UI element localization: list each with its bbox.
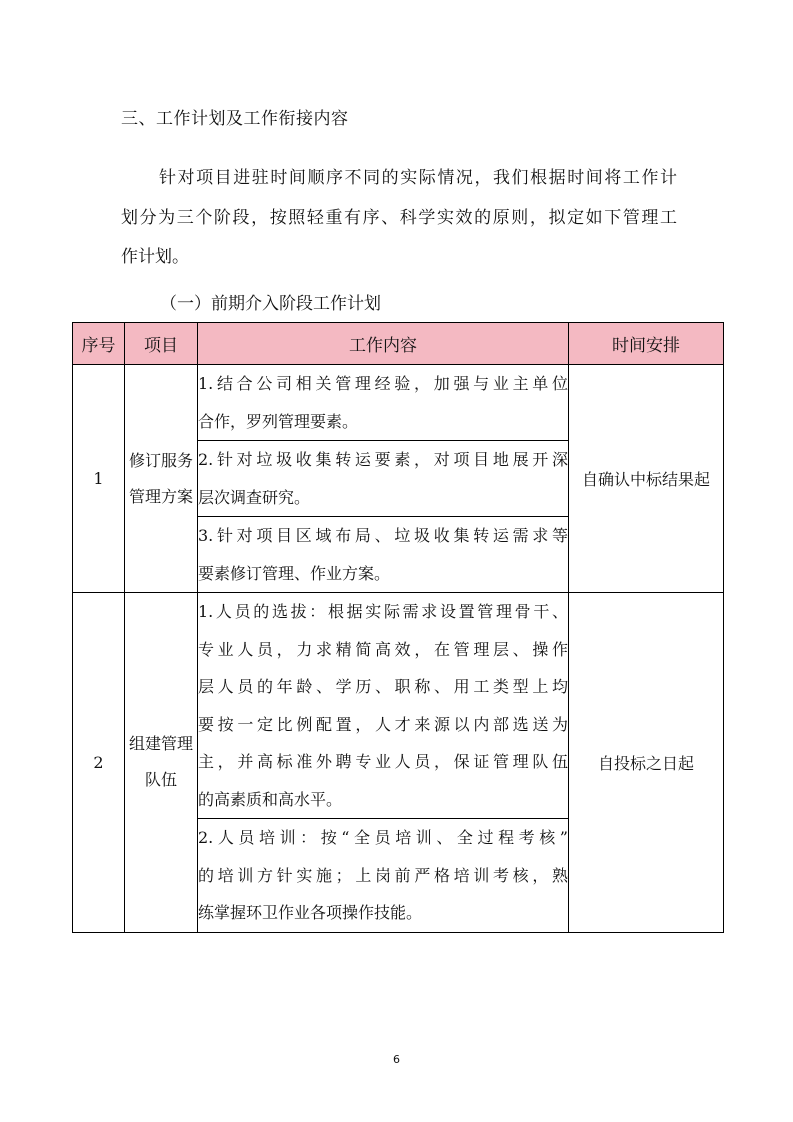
row-content-cell [198, 365, 569, 441]
content-line: 1.结合公司相关管理经验，加强与业主单位 [198, 374, 568, 393]
row-time: 自投标之日起 [569, 593, 724, 933]
row-content-cell [198, 441, 569, 517]
row-time: 自确认中标结果起 [569, 365, 724, 593]
content-line: 要按一定比例配置，人才来源以内部选送为 [198, 714, 568, 734]
content-line: 专业人员，力求精简高效，在管理层、操作 [198, 639, 568, 659]
header-seq: 序号 [73, 323, 125, 365]
content-line: 2.人员培训：按“全员培训、全过程考核” [198, 828, 568, 847]
content-line: 合作，罗列管理要素。 [198, 411, 359, 431]
row-content-cell [198, 517, 569, 593]
content-line: 的培训方针实施；上岗前严格培训考核，熟 [198, 865, 568, 885]
content-line: 层人员的年龄、学历、职称、用工类型上均 [198, 677, 568, 696]
row-content-cell [198, 593, 569, 819]
content-line: 2.针对垃圾收集转运要素，对项目地展开深 [198, 450, 568, 469]
section-heading: 三、工作计划及工作衔接内容 [121, 109, 349, 129]
subsection-heading: （一）前期介入阶段工作计划 [160, 294, 381, 314]
intro-line: 划分为三个阶段，按照轻重有序、科学实效的原则，拟定如下管理工 [121, 207, 677, 228]
row-content-cell [198, 819, 569, 933]
intro-line: 针对项目进驻时间顺序不同的实际情况，我们根据时间将工作计 [159, 168, 677, 188]
row-item: 修订服务管理方案 [125, 365, 198, 593]
header-time: 时间安排 [569, 323, 724, 365]
row-seq: 1 [73, 365, 125, 593]
content-line: 层次调查研究。 [198, 487, 311, 507]
intro-paragraph [121, 159, 677, 278]
content-line: 要素修订管理、作业方案。 [198, 563, 391, 583]
content-line: 3.针对项目区域布局、垃圾收集转运需求等 [198, 526, 568, 545]
row-seq: 2 [73, 593, 125, 933]
content-line: 的高素质和高水平。 [198, 789, 343, 809]
intro-line: 作计划。 [121, 247, 189, 267]
table-row [73, 593, 724, 819]
work-plan-table [72, 322, 724, 933]
table-row [73, 365, 724, 441]
content-line: 1.人员的选拔：根据实际需求设置管理骨干、 [198, 602, 568, 621]
content-line: 主，并高标准外聘专业人员，保证管理队伍 [198, 752, 568, 771]
table-header-row [73, 323, 724, 365]
page-number: 6 [393, 1053, 400, 1066]
content-line: 练掌握环卫作业各项操作技能。 [198, 903, 423, 922]
header-item: 项目 [125, 323, 198, 365]
header-content: 工作内容 [198, 323, 569, 365]
row-item: 组建管理队伍 [125, 593, 198, 933]
